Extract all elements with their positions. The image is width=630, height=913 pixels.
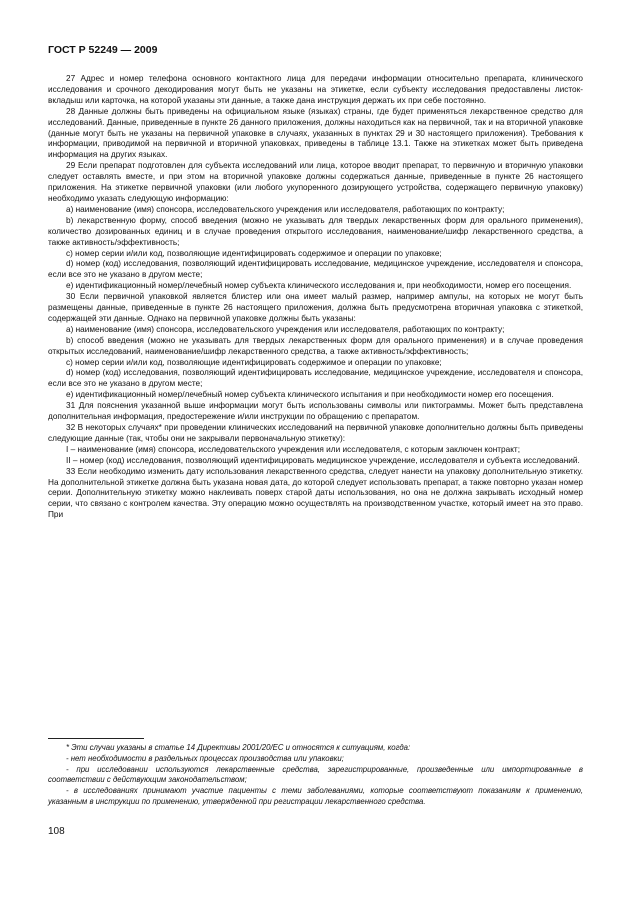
paragraph-32: 32 В некоторых случаях* при проведении клинических исследований на первичной упаковке дополнительно должны быть приведены следующие данные (так, чтобы они не закрывали первоначальную этикетку): — [48, 423, 583, 443]
footnote-item: - при исследовании используются лекарственные средства, зарегистрированные, произведенные или импортированные в соответствии с действующим законодательством; — [48, 764, 583, 785]
list-item-30d: d) номер (код) исследования, позволяющий идентифицировать исследование, медицинское учреждение, исследователя и спонсора, если все это не указано в другом месте; — [48, 368, 583, 389]
list-item-30e: e) идентификационный номер/лечебный номер субъекта клинического испытания и при необходимости номер его посещения. — [66, 390, 554, 400]
list-item-32-i: I – наименование (имя) спонсора, исследовательского учреждения или исследователя, с которым заключен контракт; — [66, 444, 520, 454]
list-item-30a: a) наименование (имя) спонсора, исследовательского учреждения или исследователя, работающих по контракту; — [66, 324, 505, 334]
main-text — [48, 74, 583, 521]
footnote-divider — [48, 738, 144, 739]
paragraph-33: 33 Если необходимо изменить дату использования лекарственного средства, следует нанести на упаковку дополнительную этикетку. На дополнительной этикетке должна быть указана новая дата, до которой следует использовать препарат, а также повторно указан номер серии. Дополнительную этикетку можно наклеивать поверх старой даты использования, но она не должна закрывать исходный номер серии, что связано с контролем качества. Эту операцию можно осуществлять на производственном участке, который имеет на это право. При — [48, 466, 583, 520]
paragraph-28: 28 Данные должны быть приведены на официальном языке (языках) страны, где будет применяться лекарственное средство для исследований. Данные, приведенные в пункте 26 данного приложения, должны находиться как на первичной, так и на вторичной упаковке (данные могут быть не указаны на первичной упаковке в случаях, указанных в пунктах 29 и 30 настоящего приложения). Требования к информации, приводимой на первичной и вторичной упаковках, приведены в таблице 13.1. Также на этикетках может быть приведена информация на других языках. — [48, 106, 583, 160]
page-header-title: ГОСТ Р 52249 — 2009 — [48, 44, 158, 56]
footnotes — [48, 743, 583, 808]
footnote-intro: * Эти случаи указаны в статье 14 Директивы 2001/20/ЕС и относятся к ситуациям, когда: — [66, 743, 411, 752]
list-item-29c: c) номер серии и/или код, позволяющие идентифицировать содержимое и операции по упаковке; — [66, 248, 442, 258]
list-item-29a: a) наименование (имя) спонсора, исследовательского учреждения или исследователя, работающих по контракту; — [66, 204, 505, 214]
footnote-item: - нет необходимости в раздельных процессах производства или упаковки; — [66, 753, 344, 763]
paragraph-31: 31 Для пояснения указанной выше информации могут быть использованы символы или пиктограммы. Может быть представлена дополнительная информация, предостережение и/или инструкции по обращению с препаратом. — [48, 401, 583, 422]
list-item-32-ii: II – номер (код) исследования, позволяющий идентифицировать медицинское учреждение, исследователя и субъекта исследований. — [66, 455, 580, 465]
list-item-30c: c) номер серии и/или код, позволяющие идентифицировать содержимое и операции по упаковке; — [66, 357, 442, 367]
list-item-29b: b) лекарственную форму, способ введения (можно не указывать для твердых лекарственных форм для орального применения), количество дозированных единиц и в случае проведения открытого исследования, наименование/шифр лекарственного средства, а также активность/эффективность; — [48, 215, 583, 247]
list-item-29d: d) номер (код) исследования, позволяющий идентифицировать исследование, медицинское учреждение, исследователя и спонсора, если все это не указано в другом месте; — [48, 259, 583, 280]
paragraph-27: 27 Адрес и номер телефона основного контактного лица для передачи информации относительно препарата, клинического исследования и срочного декодирования могут быть не указаны на этикетке, если субъекту исследования предоставлены листок-вкладыш или карточка, на которой указаны эти данные, а также дана инструкция держать их при себе постоянно. — [48, 74, 583, 105]
page-number: 108 — [48, 826, 65, 837]
footnote-item: - в исследованиях принимают участие пациенты с теми заболеваниями, которые соответствуют показаниям к применению, указанным в инструкции по применению, утвержденной при регистрации лекарственного средства. — [48, 786, 583, 806]
list-item-30b: b) способ введения (можно не указывать для твердых лекарственных форм для орального применения) и в случае проведения открытых исследований, наименование/шифр лекарственного средства, а также активность/эффективность; — [48, 335, 583, 356]
paragraph-29: 29 Если препарат подготовлен для субъекта исследований или лица, которое вводит препарат, то первичную и вторичную упаковки следует оставлять вместе, и при этом на вторичной упаковке должны содержаться данные, приведенные в пункте 26 настоящего приложения. На этикетке первичной упаковки (или любого укупоренного дозирующего устройства, содержащего первичную упаковку) необходимо указать следующую информацию: — [48, 161, 583, 203]
paragraph-30: 30 Если первичной упаковкой является блистер или она имеет малый размер, например ампулы, на которых не могут быть размещены данные, приведенные в пункте 26 настоящего приложения, должна быть предусмотрена вторичная упаковка с этикеткой, содержащей эти данные. Однако на первичной упаковке должны быть указаны: — [48, 292, 583, 323]
list-item-29e: e) идентификационный номер/лечебный номер субъекта клинического исследования и, при необходимости, номер его посещения. — [66, 281, 572, 291]
